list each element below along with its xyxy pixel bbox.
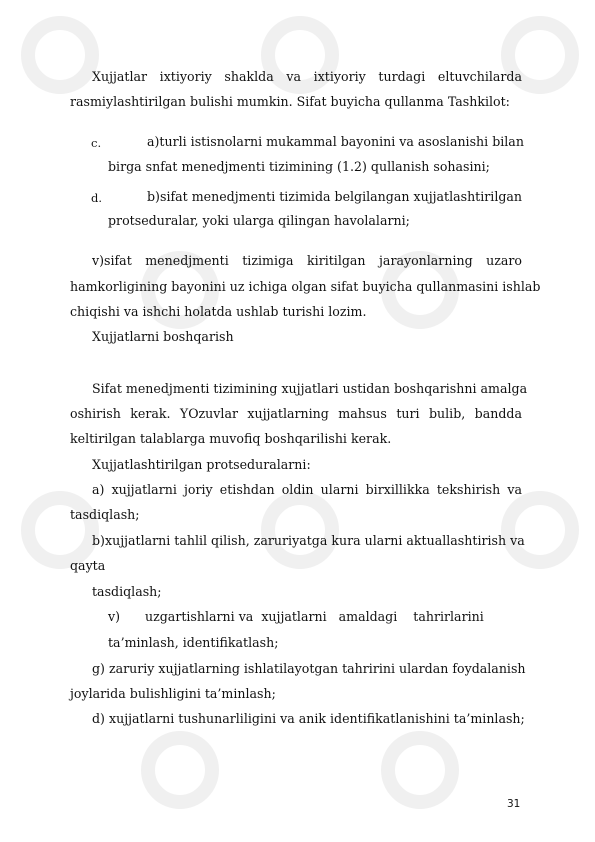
- list-marker-c: c.: [91, 136, 102, 150]
- paragraph-3-line-3: keltirilgan talablarga muvofiq boshqarilishi kerak.: [70, 431, 392, 446]
- item-a-line-2: tasdiqlash;: [70, 507, 140, 522]
- page-number: 31: [507, 798, 521, 810]
- list-item-d-line-2: protseduralar, yoki ularga qilingan havolalarni;: [108, 213, 410, 228]
- item-d-line: d) xujjatlarni tushunarliligini va anik identifikatlanishini ta’minlash;: [92, 711, 525, 726]
- item-v-marker: v): [108, 609, 121, 624]
- item-g-line-1: g) zaruriy xujjatlarning ishlatilayotgan tahririni ulardan foydalanish: [92, 661, 526, 676]
- item-a-line-1: a) xujjatlarni joriy etishdan oldin ularni birxillikka tekshirish va: [92, 482, 522, 497]
- paragraph-1-line-1: Xujjatlar ixtiyoriy shaklda va ixtiyoriy turdagi eltuvchilarda: [92, 69, 522, 84]
- item-v-line-1: uzgartishlarni va xujjatlarni amaldagi tahrirlarini: [145, 609, 484, 624]
- item-v-line-2: ta’minlash, identifikatlash;: [108, 635, 279, 650]
- item-b-line-2: qayta: [70, 558, 106, 573]
- item-b-line-1: b)xujjatlarni tahlil qilish, zaruriyatga kura ularni aktuallashtirish va: [92, 533, 525, 548]
- list-item-c-line-2: birga snfat menedjmenti tizimining (1.2) qullanish sohasini;: [108, 159, 490, 174]
- paragraph-3-line-1: Sifat menedjmenti tizimining xujjatlari ustidan boshqarishni amalga: [92, 381, 528, 396]
- section-heading: Xujjatlarni boshqarish: [92, 329, 234, 344]
- paragraph-1-line-2: rasmiylashtirilgan bulishi mumkin. Sifat buyicha qullanma Tashkilot:: [70, 94, 510, 109]
- paragraph-2-line-1: v)sifat menedjmenti tizimiga kiritilgan jarayonlarning uzaro: [92, 253, 522, 268]
- paragraph-2-line-2: hamkorligining bayonini uz ichiga olgan sifat buyicha qullanmasini ishlab: [70, 279, 541, 294]
- item-g-line-2: joylarida bulishligini ta’minlash;: [70, 686, 276, 701]
- list-item-d-line-1: b)sifat menedjmenti tizimida belgilangan xujjatlashtirilgan: [147, 189, 523, 204]
- paragraph-2-line-3: chiqishi va ishchi holatda ushlab turishi lozim.: [70, 304, 367, 319]
- list-marker-d: d.: [91, 191, 103, 205]
- item-b-line-3: tasdiqlash;: [92, 584, 162, 599]
- list-item-c-line-1: a)turli istisnolarni mukammal bayonini va asoslanishi bilan: [147, 134, 524, 149]
- paragraph-3-line-2: oshirish kerak. YOzuvlar xujjatlarning mahsus turi bulib, bandda: [70, 406, 522, 421]
- procedures-intro: Xujjatlashtirilgan protseduralarni:: [92, 457, 311, 472]
